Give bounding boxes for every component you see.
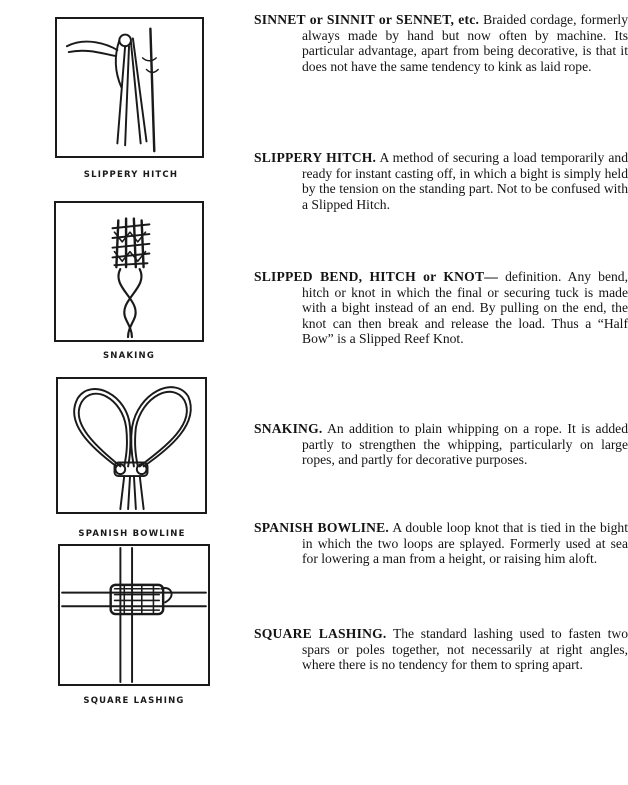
- entry-definition: A method of securing a load temporarily and ready for instant casting off, in which a bight is simply held by the tension on the standing part. Not to be confused with a Slipped Hitch.: [302, 150, 628, 212]
- entry-sinnet: [254, 12, 628, 74]
- snaking-caption: SNAKING: [102, 351, 156, 361]
- slippery-hitch-illustration: [57, 19, 202, 156]
- square-lashing-figure: [58, 544, 210, 686]
- entry-slippery-hitch: [254, 150, 628, 212]
- entry-term: SLIPPERY HITCH.: [254, 150, 377, 165]
- entry-term: SINNET or SINNIT or SENNET, etc.: [254, 12, 480, 27]
- entry-snaking: [254, 421, 628, 468]
- spanish-bowline-illustration: [58, 379, 205, 512]
- entry-definition: Braided cordage, formerly always made by hand but now often by machine. Its particular advantage, apart from being decorative, is that it does not have the same tendency to kink as laid rope.: [302, 12, 628, 74]
- entry-square-lashing: [254, 626, 628, 673]
- snaking-illustration: [56, 203, 202, 340]
- entry-term: SQUARE LASHING.: [254, 626, 387, 641]
- entry-definition: An addition to plain whipping on a rope. It is added partly to strengthen the whipping, particularly on large ropes, and partly for decorative purposes.: [302, 421, 628, 468]
- entry-definition: The standard lashing used to fasten two spars or poles together, not necessarily at right angles, where there is no tendency for them to spring apart.: [302, 626, 628, 673]
- square-lashing-illustration: [60, 546, 208, 684]
- slippery-hitch-caption: SLIPPERY HITCH: [83, 170, 179, 180]
- spanish-bowline-caption: SPANISH BOWLINE: [78, 529, 186, 539]
- entry-term: SLIPPED BEND, HITCH or KNOT—: [254, 269, 499, 284]
- snaking-figure: [54, 201, 204, 342]
- entry-definition: definition. Any bend, hitch or knot in which the final or securing tuck is made with a bight instead of an end. By pulling on the end, the knot can then break and release the load. Thus a “Half Bow” is a Slipped Reef Knot.: [302, 269, 628, 347]
- slippery-hitch-figure: [55, 17, 204, 158]
- entry-slipped-bend: [254, 269, 628, 347]
- entry-term: SNAKING.: [254, 421, 323, 436]
- entry-definition: A double loop knot that is tied in the bight in which the two loops are splayed. Formerly used at sea for lowering a man from a height, or raising him aloft.: [302, 520, 628, 567]
- entry-spanish-bowline: [254, 520, 628, 567]
- entry-term: SPANISH BOWLINE.: [254, 520, 390, 535]
- spanish-bowline-figure: [56, 377, 207, 514]
- square-lashing-caption: SQUARE LASHING: [83, 696, 185, 706]
